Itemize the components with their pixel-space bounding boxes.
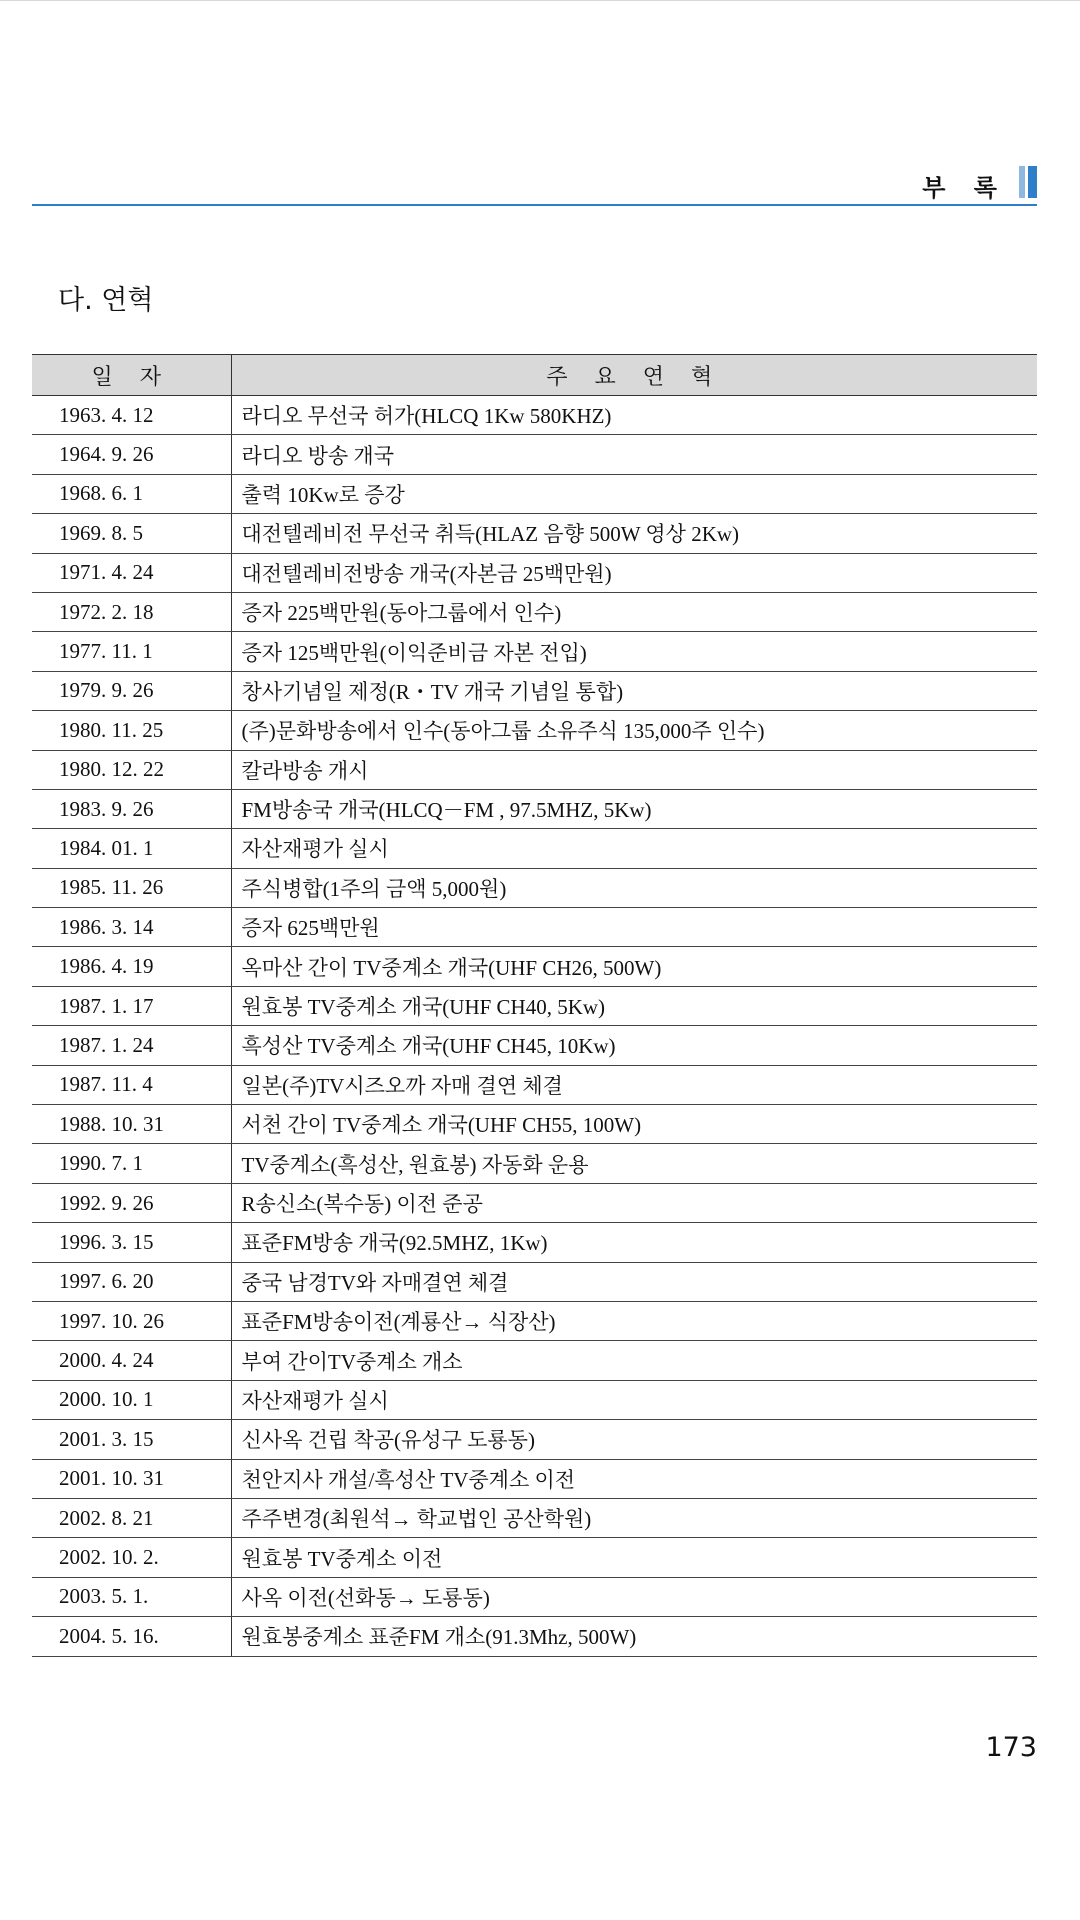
table-row xyxy=(32,986,1037,1025)
row-date: 2000. 10. 1 xyxy=(32,1380,231,1419)
row-event: 일본(주)TV시즈오까 자매 결연 체결 xyxy=(231,1065,1037,1104)
row-event: 칼라방송 개시 xyxy=(231,750,1037,789)
table-row xyxy=(32,632,1037,671)
row-date: 1984. 01. 1 xyxy=(32,829,231,868)
page-header xyxy=(32,164,1037,204)
row-event: 증자 225백만원(동아그룹에서 인수) xyxy=(231,592,1037,631)
row-date: 1985. 11. 26 xyxy=(32,868,231,907)
row-event: 표준FM방송이전(계룡산→ 식장산) xyxy=(231,1301,1037,1340)
row-date: 1972. 2. 18 xyxy=(32,592,231,631)
row-date: 2004. 5. 16. xyxy=(32,1617,231,1656)
table-row xyxy=(32,592,1037,631)
table-row xyxy=(32,474,1037,513)
table-row xyxy=(32,789,1037,828)
row-date: 2001. 10. 31 xyxy=(32,1459,231,1498)
row-date: 2003. 5. 1. xyxy=(32,1577,231,1616)
row-event: 흑성산 TV중계소 개국(UHF CH45, 10Kw) xyxy=(231,1026,1037,1065)
table-row xyxy=(32,1026,1037,1065)
row-event: 주주변경(최원석→ 학교법인 공산학원) xyxy=(231,1498,1037,1537)
row-date: 2000. 4. 24 xyxy=(32,1341,231,1380)
row-event: 사옥 이전(선화동→ 도룡동) xyxy=(231,1577,1037,1616)
row-date: 1980. 11. 25 xyxy=(32,711,231,750)
table-row xyxy=(32,1577,1037,1616)
row-event: 라디오 무선국 허가(HLCQ 1Kw 580KHZ) xyxy=(231,396,1037,435)
table-row xyxy=(32,1459,1037,1498)
table-row xyxy=(32,671,1037,710)
table-row xyxy=(32,435,1037,474)
section-label: 부 록 xyxy=(922,174,1007,202)
history-table-body xyxy=(32,396,1037,1657)
row-event: FM방송국 개국(HLCQ－FM , 97.5MHZ, 5Kw) xyxy=(231,789,1037,828)
table-row xyxy=(32,1262,1037,1301)
row-event: 주식병합(1주의 금액 5,000원) xyxy=(231,868,1037,907)
row-event: 원효봉 TV중계소 개국(UHF CH40, 5Kw) xyxy=(231,986,1037,1025)
row-event: 옥마산 간이 TV중계소 개국(UHF CH26, 500W) xyxy=(231,947,1037,986)
row-date: 1968. 6. 1 xyxy=(32,474,231,513)
table-row xyxy=(32,1498,1037,1537)
row-event: 표준FM방송 개국(92.5MHZ, 1Kw) xyxy=(231,1223,1037,1262)
table-row xyxy=(32,1183,1037,1222)
row-event: 원효봉 TV중계소 이전 xyxy=(231,1538,1037,1577)
column-header-date: 일 자 xyxy=(32,355,231,396)
header-tab-mark-light xyxy=(1019,166,1025,198)
row-date: 1992. 9. 26 xyxy=(32,1183,231,1222)
page-number: 173 xyxy=(985,1732,1037,1763)
table-row xyxy=(32,1144,1037,1183)
column-header-event: 주 요 연 혁 xyxy=(231,355,1037,396)
row-event: 출력 10Kw로 증강 xyxy=(231,474,1037,513)
row-event: 자산재평가 실시 xyxy=(231,1380,1037,1419)
table-row xyxy=(32,750,1037,789)
table-row xyxy=(32,1301,1037,1340)
table-header-row xyxy=(32,355,1037,396)
table-row xyxy=(32,553,1037,592)
row-event: 증자 125백만원(이익준비금 자본 전입) xyxy=(231,632,1037,671)
row-event: 중국 남경TV와 자매결연 체결 xyxy=(231,1262,1037,1301)
row-event: 대전텔레비전 무선국 취득(HLAZ 음향 500W 영상 2Kw) xyxy=(231,514,1037,553)
row-date: 1987. 1. 17 xyxy=(32,986,231,1025)
row-date: 1986. 3. 14 xyxy=(32,908,231,947)
row-event: 원효봉중계소 표준FM 개소(91.3Mhz, 500W) xyxy=(231,1617,1037,1656)
row-event: 증자 625백만원 xyxy=(231,908,1037,947)
row-date: 1987. 11. 4 xyxy=(32,1065,231,1104)
row-date: 1983. 9. 26 xyxy=(32,789,231,828)
row-event: 창사기념일 제정(R・TV 개국 기념일 통합) xyxy=(231,671,1037,710)
row-date: 1987. 1. 24 xyxy=(32,1026,231,1065)
row-date: 1997. 10. 26 xyxy=(32,1301,231,1340)
row-date: 1980. 12. 22 xyxy=(32,750,231,789)
table-row xyxy=(32,1341,1037,1380)
page-top-border xyxy=(0,0,1080,1)
row-event: 천안지사 개설/흑성산 TV중계소 이전 xyxy=(231,1459,1037,1498)
row-date: 1997. 6. 20 xyxy=(32,1262,231,1301)
table-row xyxy=(32,868,1037,907)
table-row xyxy=(32,1420,1037,1459)
row-event: 서천 간이 TV중계소 개국(UHF CH55, 100W) xyxy=(231,1105,1037,1144)
table-row xyxy=(32,947,1037,986)
row-date: 2001. 3. 15 xyxy=(32,1420,231,1459)
row-event: R송신소(복수동) 이전 준공 xyxy=(231,1183,1037,1222)
row-event: 라디오 방송 개국 xyxy=(231,435,1037,474)
row-event: 신사옥 건립 착공(유성구 도룡동) xyxy=(231,1420,1037,1459)
row-date: 1963. 4. 12 xyxy=(32,396,231,435)
table-row xyxy=(32,1223,1037,1262)
row-date: 1988. 10. 31 xyxy=(32,1105,231,1144)
row-date: 1969. 8. 5 xyxy=(32,514,231,553)
header-tab-mark-dark xyxy=(1028,166,1037,198)
history-table xyxy=(32,354,1037,1657)
table-row xyxy=(32,1105,1037,1144)
row-date: 1986. 4. 19 xyxy=(32,947,231,986)
table-row xyxy=(32,1065,1037,1104)
table-row xyxy=(32,1380,1037,1419)
table-row xyxy=(32,1617,1037,1656)
table-row xyxy=(32,396,1037,435)
row-event: 부여 간이TV중계소 개소 xyxy=(231,1341,1037,1380)
row-date: 1979. 9. 26 xyxy=(32,671,231,710)
table-row xyxy=(32,514,1037,553)
table-row xyxy=(32,711,1037,750)
row-date: 1964. 9. 26 xyxy=(32,435,231,474)
table-row xyxy=(32,829,1037,868)
table-row xyxy=(32,908,1037,947)
row-event: 대전텔레비전방송 개국(자본금 25백만원) xyxy=(231,553,1037,592)
row-date: 1990. 7. 1 xyxy=(32,1144,231,1183)
table-row xyxy=(32,1538,1037,1577)
header-rule xyxy=(32,204,1037,206)
row-date: 2002. 8. 21 xyxy=(32,1498,231,1537)
row-date: 1971. 4. 24 xyxy=(32,553,231,592)
row-event: 자산재평가 실시 xyxy=(231,829,1037,868)
row-event: (주)문화방송에서 인수(동아그룹 소유주식 135,000주 인수) xyxy=(231,711,1037,750)
section-subtitle: 다. 연혁 xyxy=(58,285,154,316)
row-date: 1996. 3. 15 xyxy=(32,1223,231,1262)
row-event: TV중계소(흑성산, 원효봉) 자동화 운용 xyxy=(231,1144,1037,1183)
row-date: 1977. 11. 1 xyxy=(32,632,231,671)
row-date: 2002. 10. 2. xyxy=(32,1538,231,1577)
